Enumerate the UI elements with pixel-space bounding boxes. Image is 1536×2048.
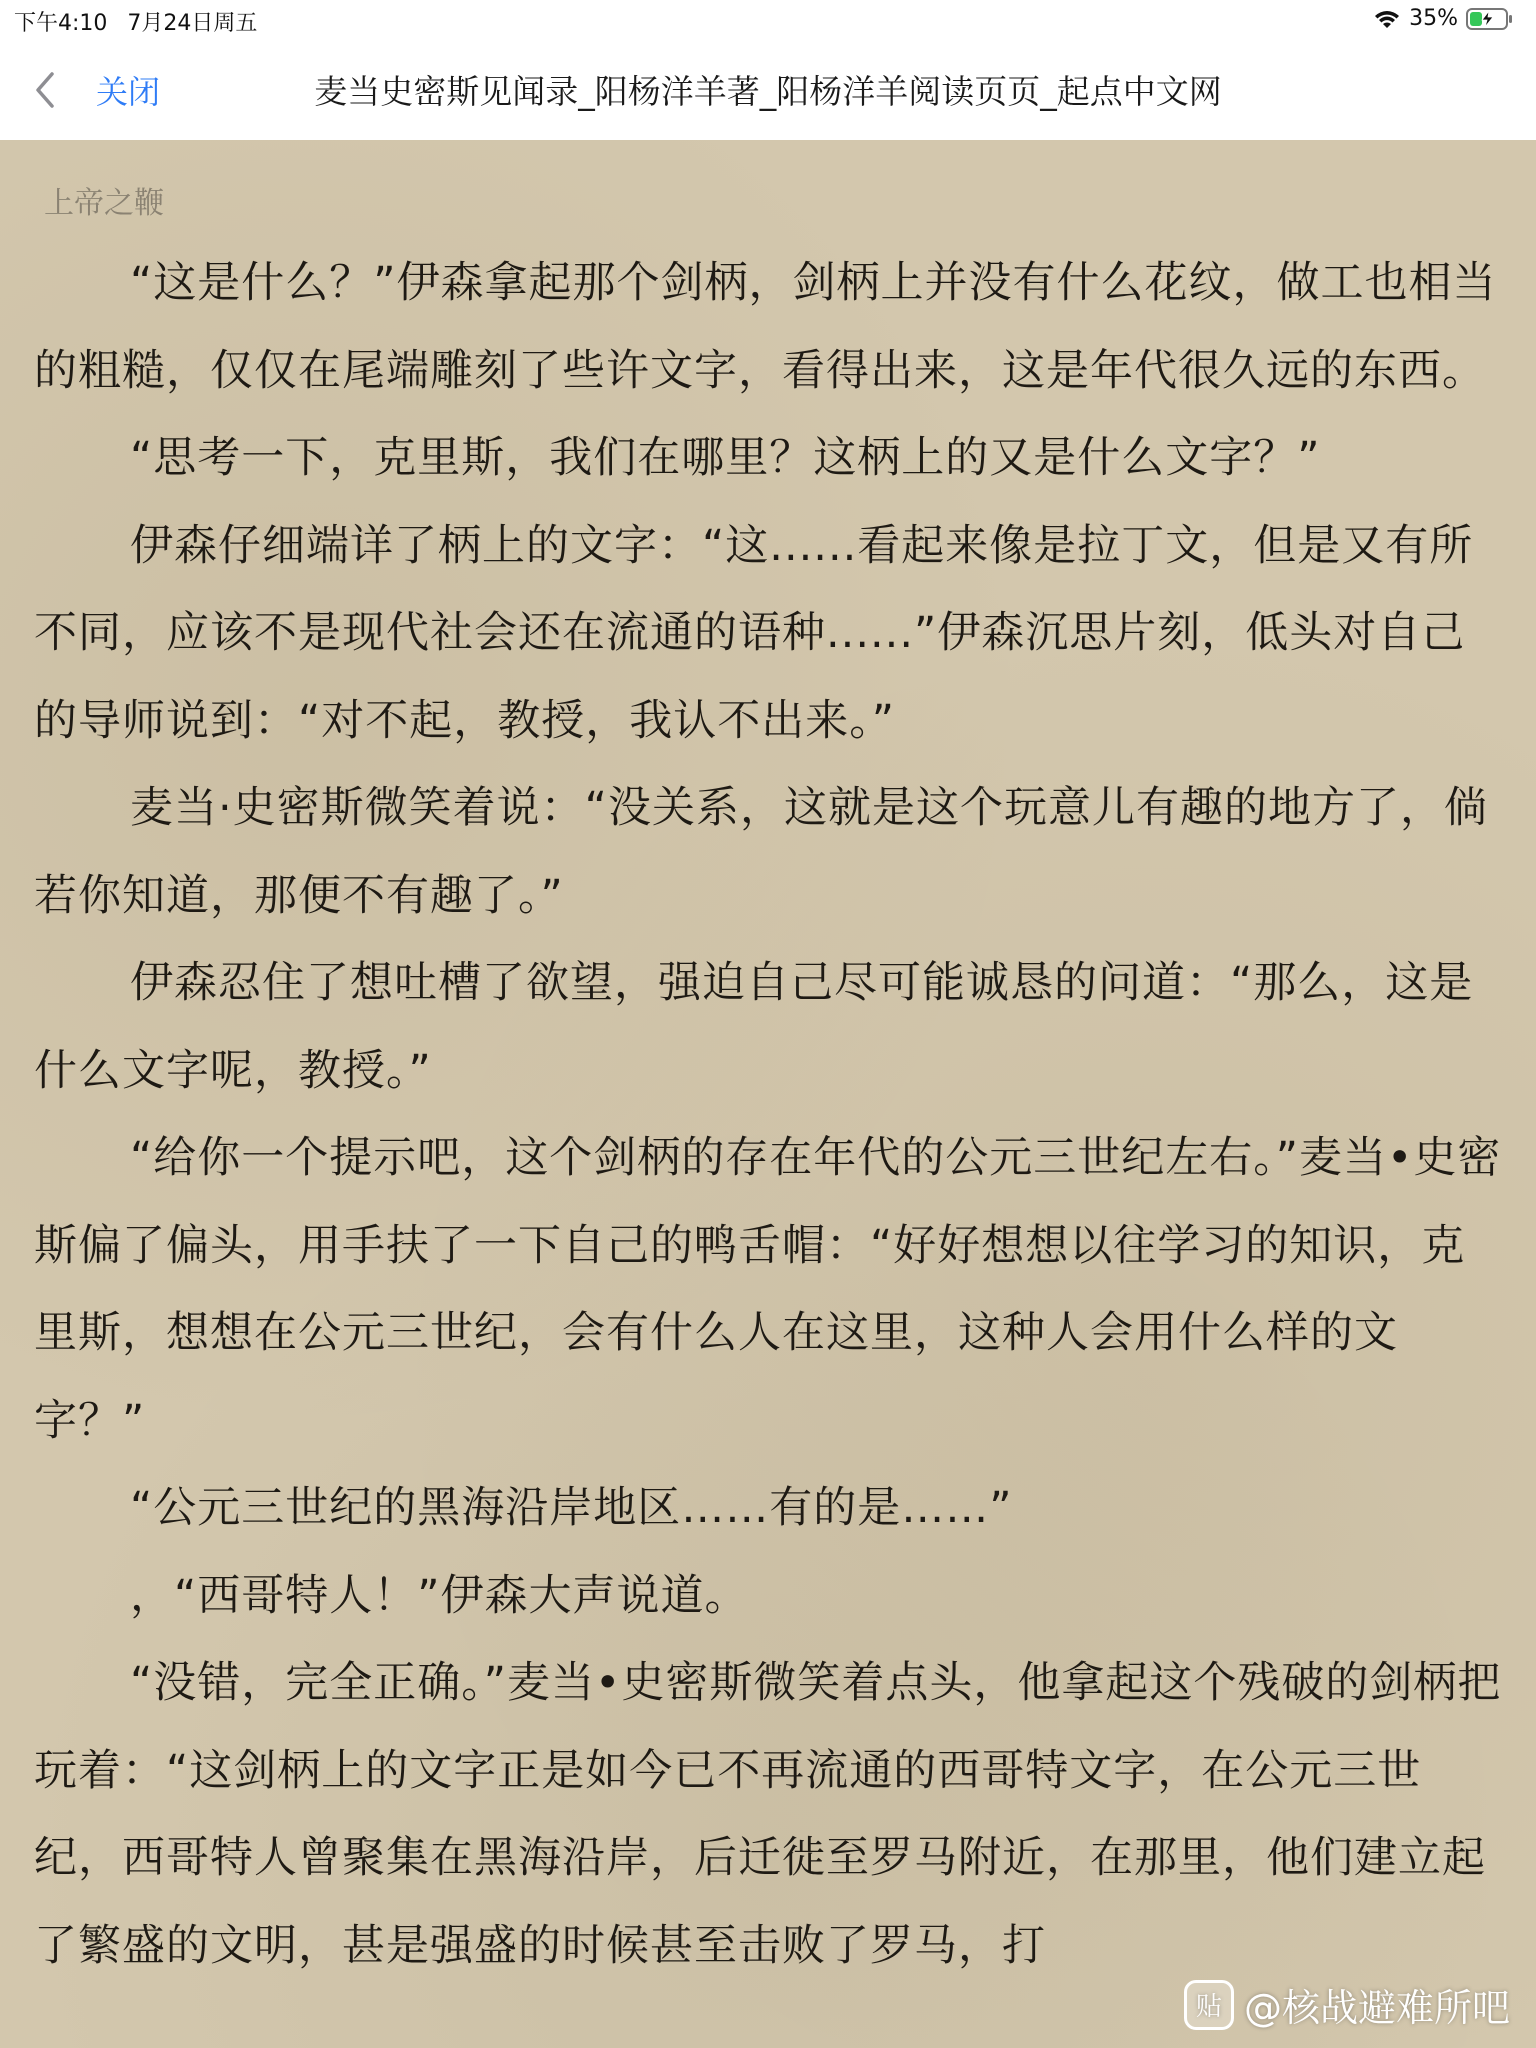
- status-time: 下午4:10: [14, 11, 108, 36]
- reading-area[interactable]: [0, 140, 1536, 2048]
- battery-charging-icon: [1466, 7, 1514, 31]
- paragraph: 麦当·史密斯微笑着说：“没关系，这就是这个玩意儿有趣的地方了，倘若你知道，那便不有趣了。”: [34, 783, 1488, 921]
- chevron-left-icon: [32, 70, 58, 110]
- paragraph: “思考一下，克里斯，我们在哪里？这柄上的又是什么文字？”: [130, 433, 1321, 483]
- chapter-title: 上帝之鞭: [44, 186, 164, 221]
- tieba-logo: 贴: [1184, 1980, 1234, 2030]
- watermark-text: @核战避难所吧: [1243, 1986, 1510, 2030]
- close-button[interactable]: [32, 64, 160, 116]
- status-datetime: [14, 6, 257, 37]
- paragraph: “没错，完全正确。”麦当•史密斯微笑着点头，他拿起这个残破的剑柄把玩着：“这剑柄上的文字正是如今已不再流通的西哥特文字，在公元三世纪，西哥特人曾聚集在黑海沿岸，后迁徙至罗马附近，在那里，他们建立起了繁盛的文明，甚是强盛的时候甚至击败了罗马，打: [34, 1658, 1502, 1971]
- status-date: 7月24日周五: [127, 11, 258, 36]
- chapter-body: [34, 240, 1504, 1990]
- paragraph: 伊森仔细端详了柄上的文字：“这......看起来像是拉丁文，但是又有所不同，应该不是现代社会还在流通的语种......”伊森沉思片刻，低头对自己的导师说到：“对不起，教授，我认不出来。”: [34, 520, 1474, 746]
- page-title: 麦当史密斯见闻录_阳杨洋羊著_阳杨洋羊阅读页页_起点中文网: [314, 72, 1222, 111]
- close-label: 关闭: [96, 73, 161, 111]
- wifi-icon: [1373, 8, 1401, 30]
- watermark: [1184, 1977, 1510, 2032]
- navigation-bar: [0, 40, 1536, 141]
- paragraph: “给你一个提示吧，这个剑柄的存在年代的公元三世纪左右。”麦当•史密斯偏了偏头，用手扶了一下自己的鸭舌帽：“好好想想以往学习的知识，克里斯，想想在公元三世纪，会有什么人在这里，这种人会用什么样的文字？”: [34, 1133, 1502, 1446]
- battery-percent: 35%: [1409, 6, 1458, 31]
- paragraph: “公元三世纪的黑海沿岸地区……有的是……”: [130, 1483, 1013, 1533]
- status-bar: [0, 0, 1536, 40]
- paragraph: “这是什么？”伊森拿起那个剑柄，剑柄上并没有什么花纹，做工也相当的粗糙，仅仅在尾端雕刻了些许文字，看得出来，这是年代很久远的东西。: [34, 258, 1497, 396]
- paragraph: 伊森忍住了想吐槽了欲望，强迫自己尽可能诚恳的问道：“那么，这是什么文字呢，教授。”: [34, 958, 1474, 1096]
- paragraph: ，“西哥特人！”伊森大声说道。: [130, 1570, 749, 1621]
- status-indicators: [1373, 6, 1514, 31]
